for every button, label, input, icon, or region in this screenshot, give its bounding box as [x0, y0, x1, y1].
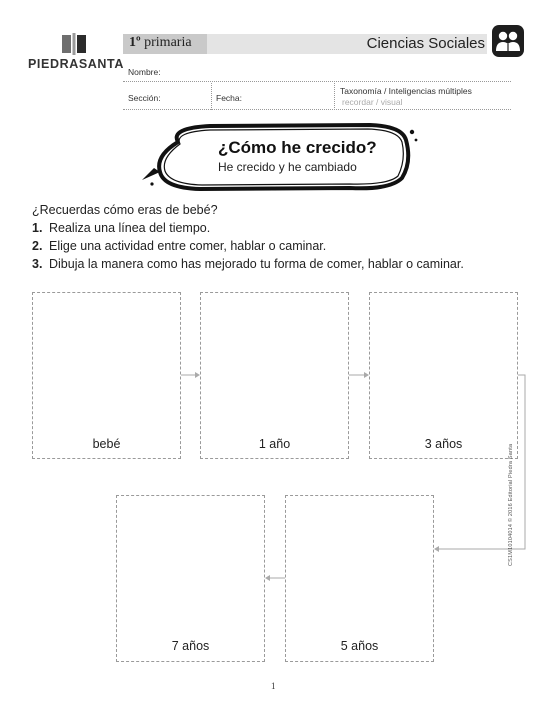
timeline-label: 7 años: [171, 639, 210, 653]
intro-question: ¿Recuerdas cómo eras de bebé?: [32, 203, 218, 217]
grade-label: 1º primaria: [129, 35, 192, 50]
date-label: Fecha:: [216, 93, 242, 103]
timeline-label: 1 año: [258, 437, 291, 451]
timeline-box-3-anos[interactable]: [369, 292, 518, 459]
timeline-box-1-ano[interactable]: [200, 292, 349, 459]
page-number: 1: [271, 681, 276, 691]
subject-title: Ciencias Sociales: [366, 35, 485, 52]
people-icon: [492, 25, 524, 57]
timeline-label: 5 años: [340, 639, 379, 653]
page-title: ¿Cómo he crecido?: [218, 138, 377, 157]
timeline-box-7-anos[interactable]: [116, 495, 265, 662]
name-label: Nombre:: [128, 67, 161, 77]
book-logo-icon: [62, 33, 86, 55]
section-label: Sección:: [128, 93, 161, 103]
taxonomy-label: Taxonomía / Inteligencias múltiples: [340, 86, 472, 96]
timeline-label: bebé: [92, 437, 121, 451]
taxonomy-values: recordar / visual: [342, 97, 403, 107]
page-subtitle: He crecido y he cambiado: [218, 160, 357, 174]
logo-text: PIEDRASANTA: [28, 57, 124, 71]
section-line: [123, 109, 511, 110]
timeline-box-bebe[interactable]: [32, 292, 181, 459]
instruction-step: 2. Elige una actividad entre comer, hablar o caminar.: [32, 239, 327, 253]
separator: [211, 83, 212, 110]
copyright-side-text: CS1M10104014 © 2016 Editorial Piedra Santa: [508, 443, 514, 566]
name-line[interactable]: [123, 81, 511, 82]
instruction-step: 3. Dibuja la manera como has mejorado tu forma de comer, hablar o caminar.: [32, 257, 464, 271]
title-brush-shape: [140, 122, 420, 194]
instruction-step: 1. Realiza una línea del tiempo.: [32, 221, 211, 235]
separator: [334, 83, 335, 110]
timeline-box-5-anos[interactable]: [285, 495, 434, 662]
timeline-label: 3 años: [424, 437, 463, 451]
